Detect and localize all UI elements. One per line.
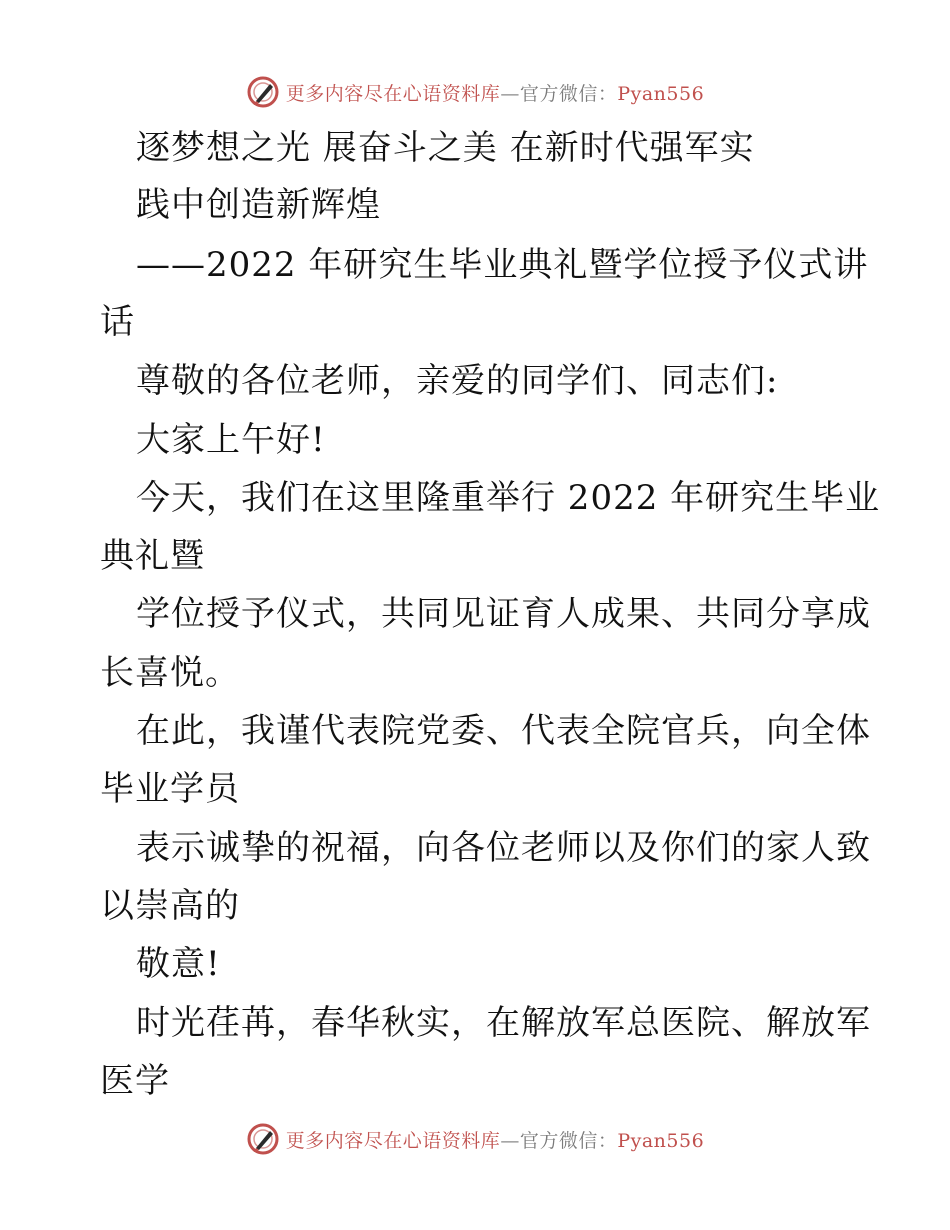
paragraph-line: 今天，我们在这里隆重举行 2022 年研究生毕业 [136,478,881,518]
paragraph-line: 医学 [100,1061,170,1101]
watermark-main: 更多内容尽在心语资料库 [285,82,501,105]
watermark-official: 官方微信： [519,82,618,105]
watermark-main: 更多内容尽在心语资料库 [285,1129,501,1152]
subtitle-line-2: 话 [100,302,135,342]
paragraph-line: 时光荏苒，春华秋实，在解放军总医院、解放军 [136,1003,871,1043]
paragraph-line: 以崇高的 [100,886,240,926]
title-line-1: 逐梦想之光 展奋斗之美 在新时代强军实 [136,128,755,168]
subtitle-line-1: ——2022 年研究生毕业典礼暨学位授予仪式讲 [136,245,869,285]
paragraph-line: 学位授予仪式，共同见证育人成果、共同分享成 [136,594,871,634]
watermark-wechat-id: Pyan556 [617,82,705,105]
watermark-official: 官方微信： [519,1129,618,1152]
watermark-separator: — [500,82,520,105]
watermark-text [286,1126,704,1153]
footer-watermark [0,1117,950,1161]
watermark-wechat-id: Pyan556 [617,1129,705,1152]
paragraph-line: 典礼暨 [100,536,205,576]
salutation: 尊敬的各位老师，亲爱的同学们、同志们: [136,361,779,401]
pen-logo-icon [246,1122,280,1156]
greeting: 大家上午好! [136,420,326,460]
paragraph-line: 长喜悦。 [100,653,240,693]
paragraph-line: 在此，我谨代表院党委、代表全院官兵，向全体 [136,711,871,751]
paragraph-line: 表示诚挚的祝福，向各位老师以及你们的家人致 [136,828,871,868]
title-line-2: 践中创造新辉煌 [136,185,381,225]
watermark-content [246,1122,704,1156]
watermark-separator: — [500,1129,520,1152]
paragraph-line: 敬意! [136,944,221,984]
paragraph-line: 毕业学员 [100,769,240,809]
